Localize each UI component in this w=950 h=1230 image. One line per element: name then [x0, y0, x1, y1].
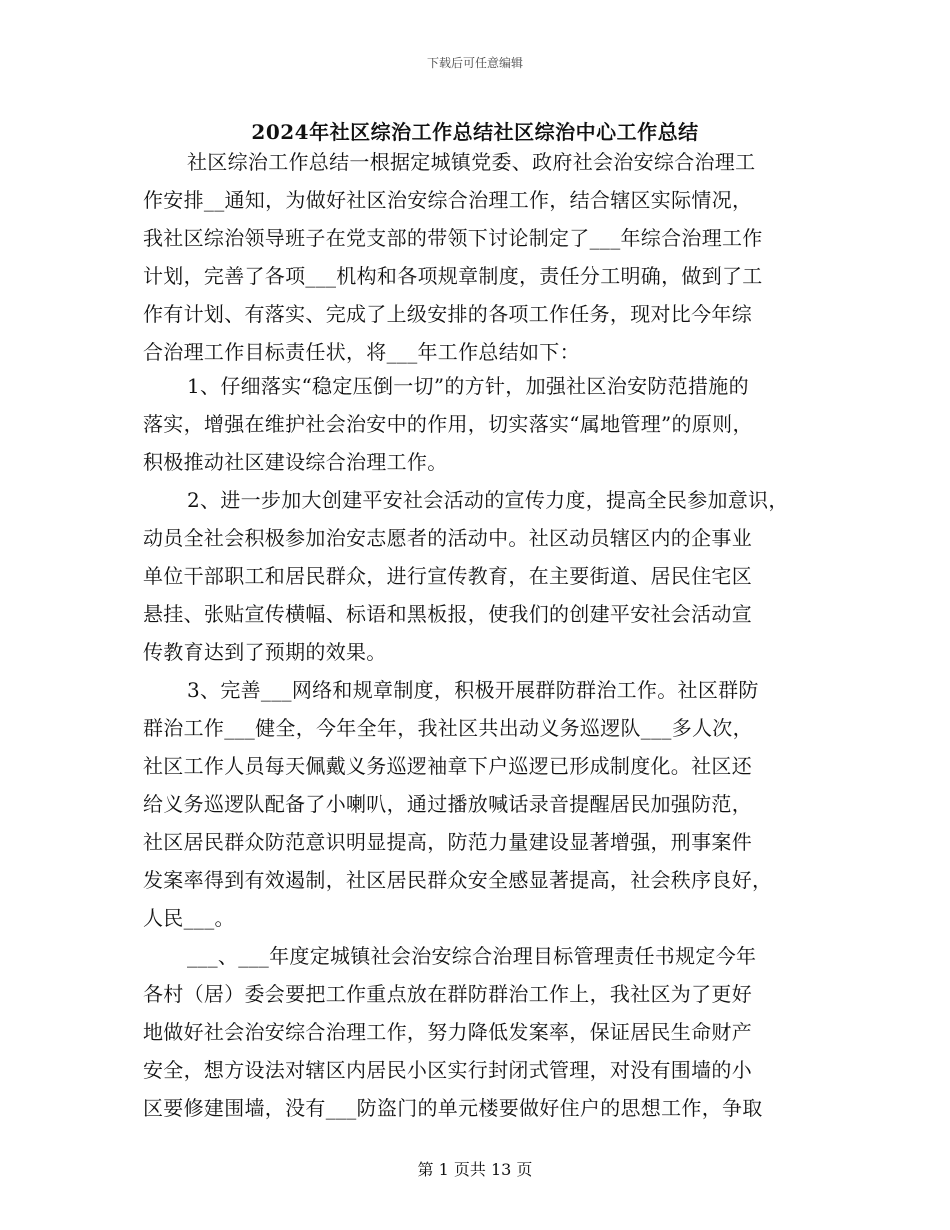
body-line: 单位干部职工和居民群众，进行宣传教育，在主要街道、居民住宅区 [143, 564, 752, 588]
body-line: 安全，想方设法对辖区内居民小区实行封闭式管理，对没有围墙的小 [143, 1058, 752, 1082]
body-line: 动员全社会积极参加治安志愿者的活动中。社区动员辖区内的企事业 [143, 526, 752, 550]
body-line: ___、___年度定城镇社会治安综合治理目标管理责任书规定今年 [187, 944, 757, 968]
body-line: 区要修建围墙，没有___防盗门的单元楼要做好住户的思想工作，争取 [143, 1096, 763, 1120]
body-line: 积极推动社区建设综合治理工作。 [143, 450, 448, 474]
body-line: 悬挂、张贴宣传横幅、标语和黑板报，使我们的创建平安社会活动宣 [143, 602, 752, 626]
body-line: 2、进一步加大创建平安社会活动的宣传力度，提高全民参加意识， [187, 488, 789, 512]
body-line: 人民___。 [143, 906, 235, 930]
body-line: 3、完善___网络和规章制度，积极开展群防群治工作。社区群防 [187, 678, 759, 702]
body-line: 群治工作___健全，今年全年，我社区共出动义务巡逻队___多人次， [143, 716, 753, 740]
body-line: 社区综治工作总结一根据定城镇党委、政府社会治安综合治理工 [187, 150, 756, 174]
body-line: 落实，增强在维护社会治安中的作用，切实落实“属地管理”的原则， [143, 412, 753, 436]
page-number-footer: 第 1 页共 13 页 [417, 1160, 533, 1179]
body-line: 作有计划、有落实、完成了上级安排的各项工作任务，现对比今年综 [143, 302, 752, 326]
body-line: 给义务巡逻队配备了小喇叭，通过播放喊话录音提醒居民加强防范， [143, 792, 752, 816]
document-title: 2024年社区综治工作总结社区综治中心工作总结 [251, 120, 699, 144]
header-note: 下载后可任意编辑 [426, 56, 523, 70]
body-line: 我社区综治领导班子在党支部的带领下讨论制定了___年综合治理工作 [143, 226, 763, 250]
body-line: 社区居民群众防范意识明显提高，防范力量建设显著增强，刑事案件 [143, 830, 752, 854]
body-line: 计划，完善了各项___机构和各项规章制度，责任分工明确，做到了工 [143, 264, 763, 288]
body-line: 地做好社会治安综合治理工作，努力降低发案率，保证居民生命财产 [143, 1020, 752, 1044]
body-line: 作安排__通知，为做好社区治安综合治理工作，结合辖区实际情况， [143, 188, 753, 212]
body-line: 传教育达到了预期的效果。 [143, 640, 387, 664]
body-line: 各村（居）委会要把工作重点放在群防群治工作上，我社区为了更好 [143, 982, 752, 1006]
body-line: 社区工作人员每天佩戴义务巡逻袖章下户巡逻已形成制度化。社区还 [143, 754, 752, 778]
body-line: 合治理工作目标责任状，将___年工作总结如下： [143, 340, 580, 364]
body-line: 1、仔细落实“稳定压倒一切”的方针，加强社区治安防范措施的 [187, 374, 749, 398]
body-line: 发案率得到有效遏制，社区居民群众安全感显著提高，社会秩序良好， [143, 868, 773, 892]
